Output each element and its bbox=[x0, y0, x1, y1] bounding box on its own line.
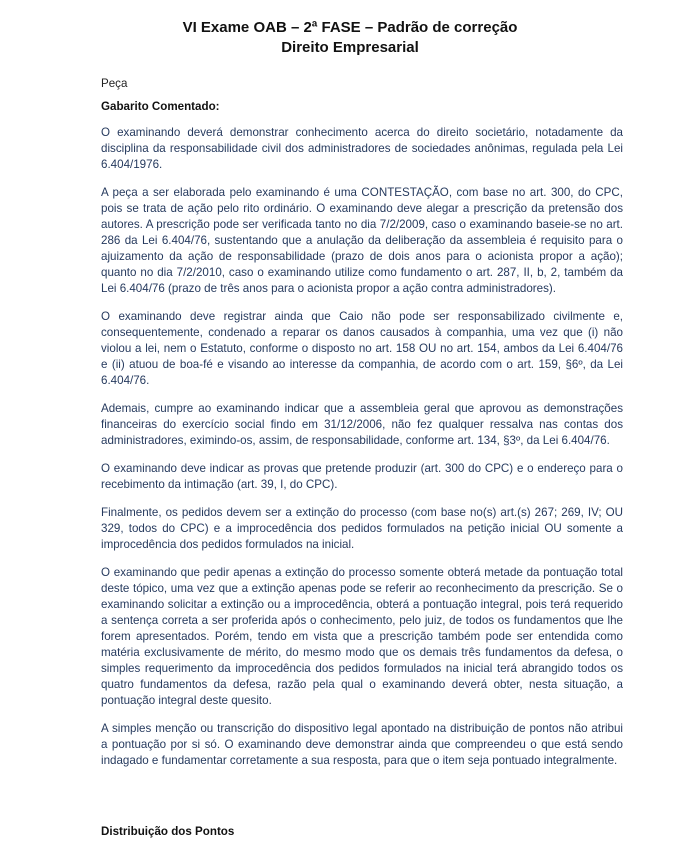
section-subtitle: Gabarito Comentado: bbox=[101, 100, 220, 113]
paragraph: O examinando deverá demonstrar conhecimento acerca do direito societário, notadamente da disciplina da responsabilidade civil dos administradores de sociedades anônimas, regulada pela Lei 6.404/1976. bbox=[101, 126, 623, 171]
document-header bbox=[0, 18, 700, 58]
points-distribution-title: Distribuição dos Pontos bbox=[101, 825, 235, 838]
document-body bbox=[101, 76, 623, 781]
paragraph: O examinando deve registrar ainda que Caio não pode ser responsabilizado civilmente e, consequentemente, condenado a reparar os danos causados à companhia, uma vez que (i) não violou a lei, nem o Estatuto, conforme o disposto no art. 158 OU no art. 154, ambos da Lei 6.404/76 e (ii) atuou de boa-fé e visando ao interesse da companhia, de acordo com o art. 159, §6º, da Lei 6.404/76. bbox=[101, 310, 623, 387]
paragraph: Finalmente, os pedidos devem ser a extinção do processo (com base no(s) art.(s) 267; 269, IV; OU 329, todos do CPC) e a improcedência dos pedidos formulados na petição inicial OU somente a improcedência dos pedidos formulados na inicial. bbox=[101, 506, 623, 551]
paragraph: O examinando deve indicar as provas que pretende produzir (art. 300 do CPC) e o endereço para o recebimento da intimação (art. 39, I, do CPC). bbox=[101, 462, 623, 491]
paragraph: Ademais, cumpre ao examinando indicar que a assembleia geral que aprovou as demonstrações financeiras do exercício social findo em 31/12/2006, não fez qualquer ressalva nas contas dos administradores, eximindo-os, assim, de responsabilidade, conforme art. 134, §3º, da Lei 6.404/76. bbox=[101, 402, 623, 447]
section-label: Peça bbox=[101, 77, 128, 90]
paragraph: A simples menção ou transcrição do dispositivo legal apontado na distribuição de pontos não atribui a pontuação por si só. O examinando deve demonstrar ainda que compreendeu o que está sendo indagado e fundamentar corretamente a sua resposta, para que o item seja pontuado integralmente. bbox=[101, 722, 623, 767]
paragraph: A peça a ser elaborada pelo examinando é uma CONTESTAÇÃO, com base no art. 300, do CPC, pois se trata de ação pelo rito ordinário. O examinando deve alegar a prescrição da pretensão dos autores. A prescrição pode ser verificada tanto no dia 7/2/2009, caso o examinando baseie-se no art. 286 da Lei 6.404/76, sustentando que a anulação da deliberação da assembleia é requisito para o ajuizamento da ação de responsabilidade (prazo de dois anos para o acionista propor a ação); quanto no dia 7/2/2010, caso o examinando utilize como fundamento o art. 287, II, b, 2, também da Lei 6.404/76 (prazo de três anos para o acionista propor a ação contra administradores). bbox=[101, 186, 623, 295]
header-subject: Direito Empresarial bbox=[281, 39, 419, 56]
paragraph: O examinando que pedir apenas a extinção do processo somente obterá metade da pontuação total deste tópico, uma vez que a extinção apenas pode se referir ao reconhecimento da prescrição. Se o examinando solicitar a extinção ou a improcedência, obterá a pontuação integral, pois terá requerido a sentença correta a ser proferida após o conhecimento, pelo juiz, de todos os fundamentos que lhe forem apresentados. Porém, tendo em vista que a prescrição também pode ser entendida como matéria exclusivamente de mérito, do mesmo modo que os demais três fundamentos da defesa, o simples requerimento da improcedência dos pedidos formulados na inicial terá abrangido todos os quatro fundamentos da defesa, razão pela qual o examinando deverá obter, nesta situação, a pontuação integral deste quesito. bbox=[101, 566, 623, 707]
header-title: VI Exame OAB – 2ª FASE – Padrão de correção bbox=[182, 19, 518, 36]
